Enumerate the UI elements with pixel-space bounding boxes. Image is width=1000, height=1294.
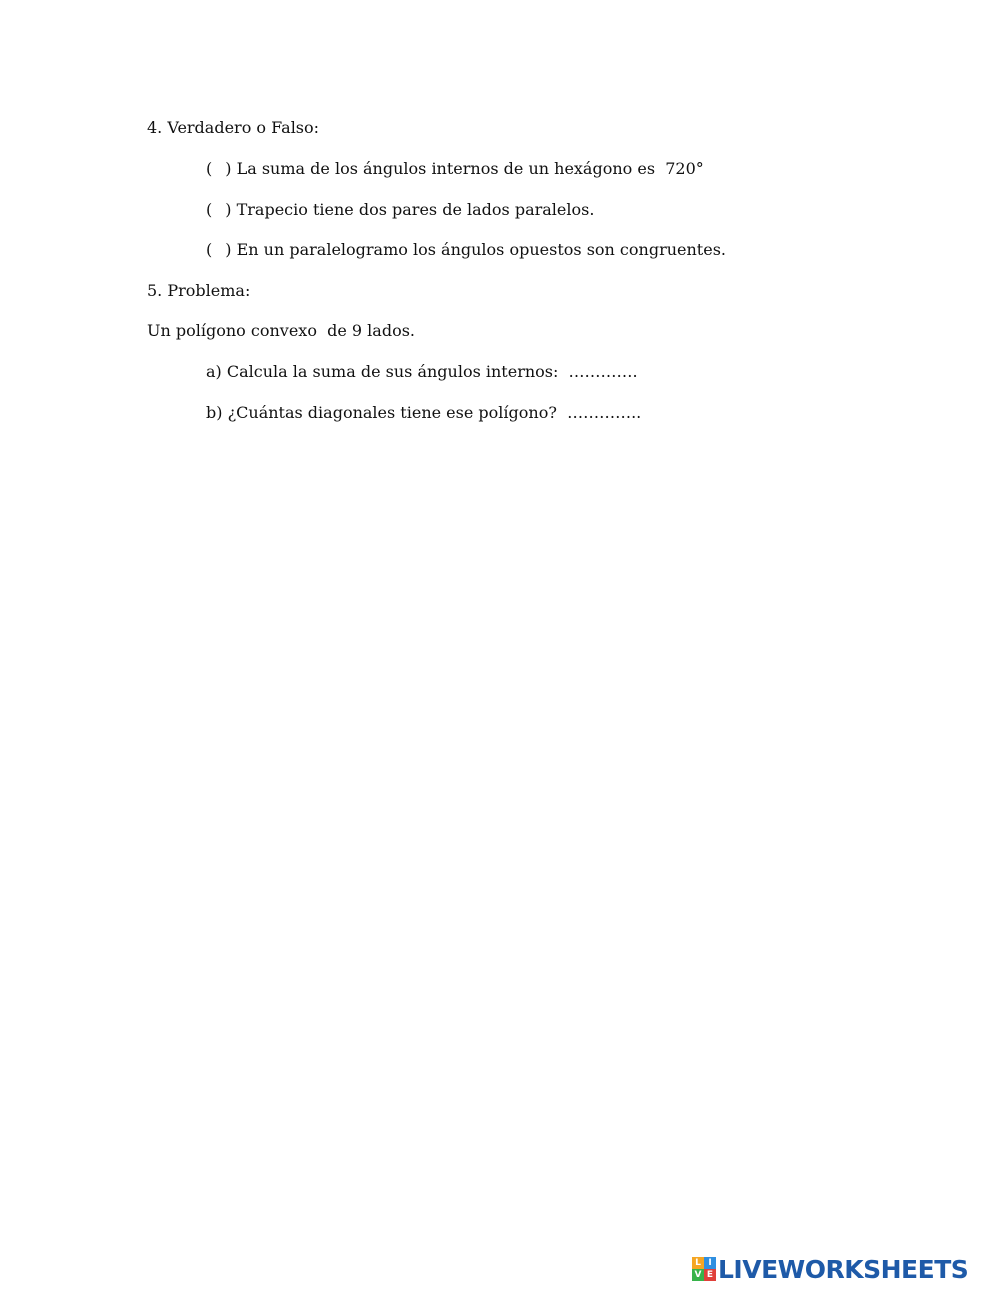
question-4-title: 4. Verdadero o Falso: bbox=[147, 118, 320, 137]
close-paren: ) bbox=[225, 240, 232, 259]
close-paren: ) bbox=[225, 200, 232, 219]
logo-wordmark: LIVEWORKSHEETS bbox=[718, 1254, 969, 1284]
liveworksheets-logo bbox=[692, 1255, 968, 1283]
answer-blank-2[interactable] bbox=[212, 202, 225, 216]
open-paren: ( bbox=[206, 240, 213, 259]
answer-input-2[interactable] bbox=[212, 205, 225, 221]
statement-text-3: En un paralelogramo los ángulos opuestos son congruentes. bbox=[236, 240, 726, 259]
problem-part-b[interactable]: b) ¿Cuántas diagonales tiene ese polígono? ………….. bbox=[206, 403, 642, 422]
open-paren: ( bbox=[206, 159, 213, 178]
answer-input-1[interactable] bbox=[212, 164, 225, 180]
badge-letter: L bbox=[692, 1257, 704, 1269]
close-paren: ) bbox=[225, 159, 232, 178]
problem-part-a[interactable]: a) Calcula la suma de sus ángulos internos: …………. bbox=[206, 362, 638, 381]
true-false-item-2 bbox=[206, 200, 594, 220]
statement-text-2: Trapecio tiene dos pares de lados paralelos. bbox=[236, 200, 595, 219]
logo-badge-icon bbox=[692, 1257, 716, 1281]
problem-statement: Un polígono convexo de 9 lados. bbox=[147, 321, 416, 340]
answer-blank-1[interactable] bbox=[212, 161, 225, 175]
badge-letter: E bbox=[704, 1269, 716, 1281]
badge-letter: I bbox=[704, 1257, 716, 1269]
question-5-title: 5. Problema: bbox=[147, 281, 251, 300]
answer-input-3[interactable] bbox=[212, 245, 225, 261]
answer-blank-3[interactable] bbox=[212, 242, 225, 256]
true-false-item-3 bbox=[206, 240, 726, 260]
open-paren: ( bbox=[206, 200, 213, 219]
statement-text-1: La suma de los ángulos internos de un hexágono es 720° bbox=[236, 159, 704, 178]
true-false-item-1 bbox=[206, 159, 704, 179]
badge-letter: V bbox=[692, 1269, 704, 1281]
